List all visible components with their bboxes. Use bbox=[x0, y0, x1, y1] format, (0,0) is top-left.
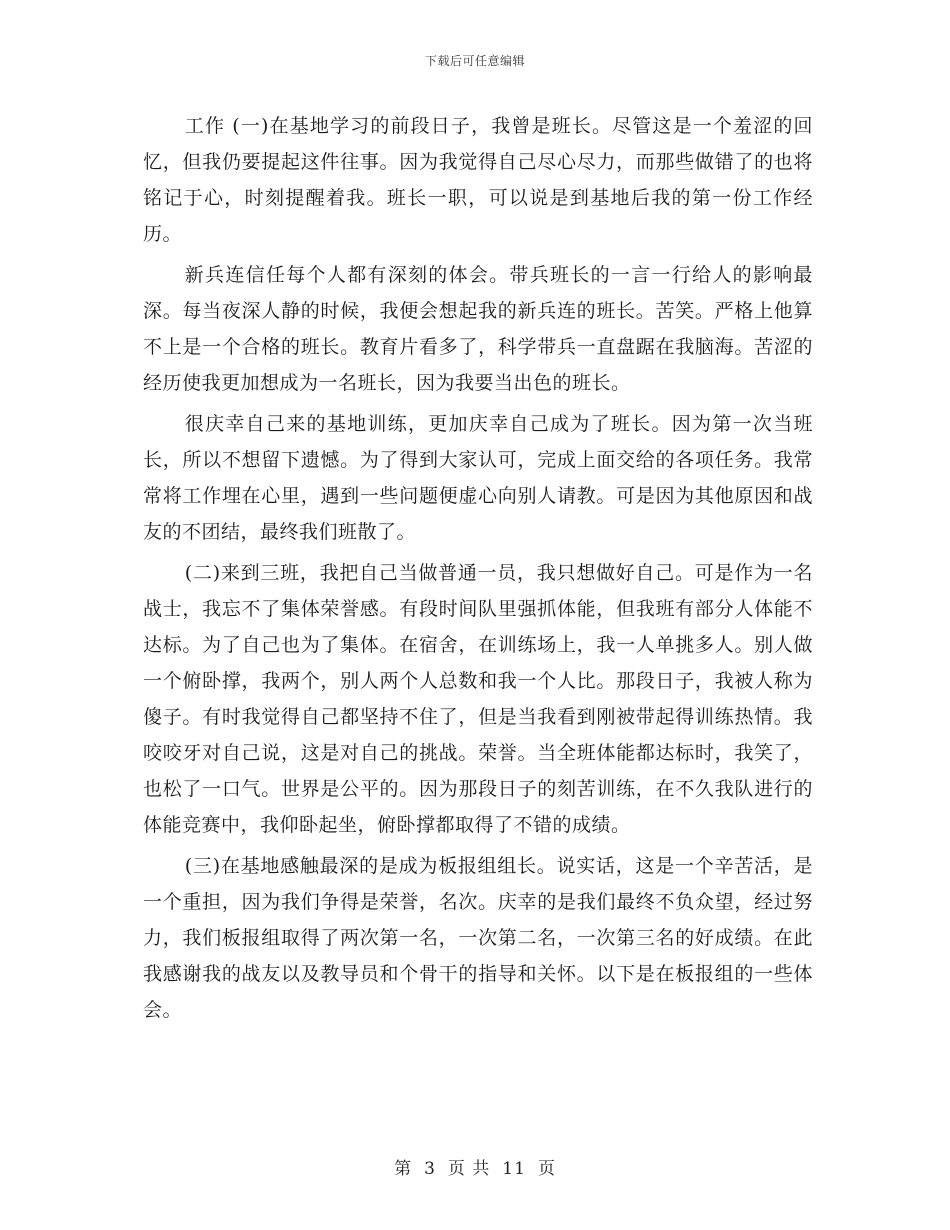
page-footer bbox=[0, 1154, 950, 1179]
footer-total-pages: 11 bbox=[502, 1159, 526, 1179]
paragraph-2: 新兵连信任每个人都有深刻的体会。带兵班长的一言一行给人的影响最深。每当夜深人静的时候，我便会想起我的新兵连的班长。苦笑。严格上他算不上是一个合格的班长。教育片看多了，科学带兵一直盘踞在我脑海。苦涩的经历使我更加想成为一名班长，因为我要当出色的班长。 bbox=[143, 264, 813, 394]
paragraph-3: 很庆幸自己来的基地训练，更加庆幸自己成为了班长。因为第一次当班长，所以不想留下遗憾。为了得到大家认可，完成上面交给的各项任务。我常常将工作埋在心里，遇到一些问题便虚心向别人请教。可是因为其他原因和战友的不团结，最终我们班散了。 bbox=[143, 413, 813, 543]
footer-suffix: 页 bbox=[537, 1159, 556, 1179]
paragraph-4: (二)来到三班，我把自己当做普通一员，我只想做好自己。可是作为一名战士，我忘不了集体荣誉感。有段时间队里强抓体能，但我班有部分人体能不达标。为了自己也为了集体。在宿舍，在训练场上，我一人单挑多人。别人做一个俯卧撑，我两个，别人两个人总数和我一个人比。那段日子，我被人称为傻子。有时我觉得自己都坚持不住了，但是当我看到刚被带起得训练热情。我咬咬牙对自己说，这是对自己的挑战。荣誉。当全班体能都达标时，我笑了，也松了一口气。世界是公平的。因为那段日子的刻苦训练，在不久我队进行的体能竞赛中，我仰卧起坐，俯卧撑都取得了不错的成绩。 bbox=[143, 562, 813, 836]
footer-prefix: 第 bbox=[394, 1159, 413, 1179]
page-header: 下载后可任意编辑 bbox=[424, 54, 525, 68]
document-body bbox=[143, 108, 813, 1033]
footer-page-number: 3 bbox=[424, 1159, 436, 1179]
paragraph-1: 工作 (一)在基地学习的前段日子，我曾是班长。尽管这是一个羞涩的回忆，但我仍要提起这件往事。因为我觉得自己尽心尽力，而那些做错了的也将铭记于心，时刻提醒着我。班长一职，可以说是到基地后我的第一份工作经历。 bbox=[143, 115, 813, 245]
paragraph-5: (三)在基地感触最深的是成为板报组组长。说实话，这是一个辛苦活，是一个重担，因为我们争得是荣誉，名次。庆幸的是我们最终不负众望，经过努力，我们板报组取得了两次第一名，一次第二名，一次第三名的好成绩。在此我感谢我的战友以及教导员和个骨干的指导和关怀。以下是在板报组的一些体会。 bbox=[143, 855, 813, 1021]
footer-middle: 页 共 bbox=[447, 1159, 491, 1179]
